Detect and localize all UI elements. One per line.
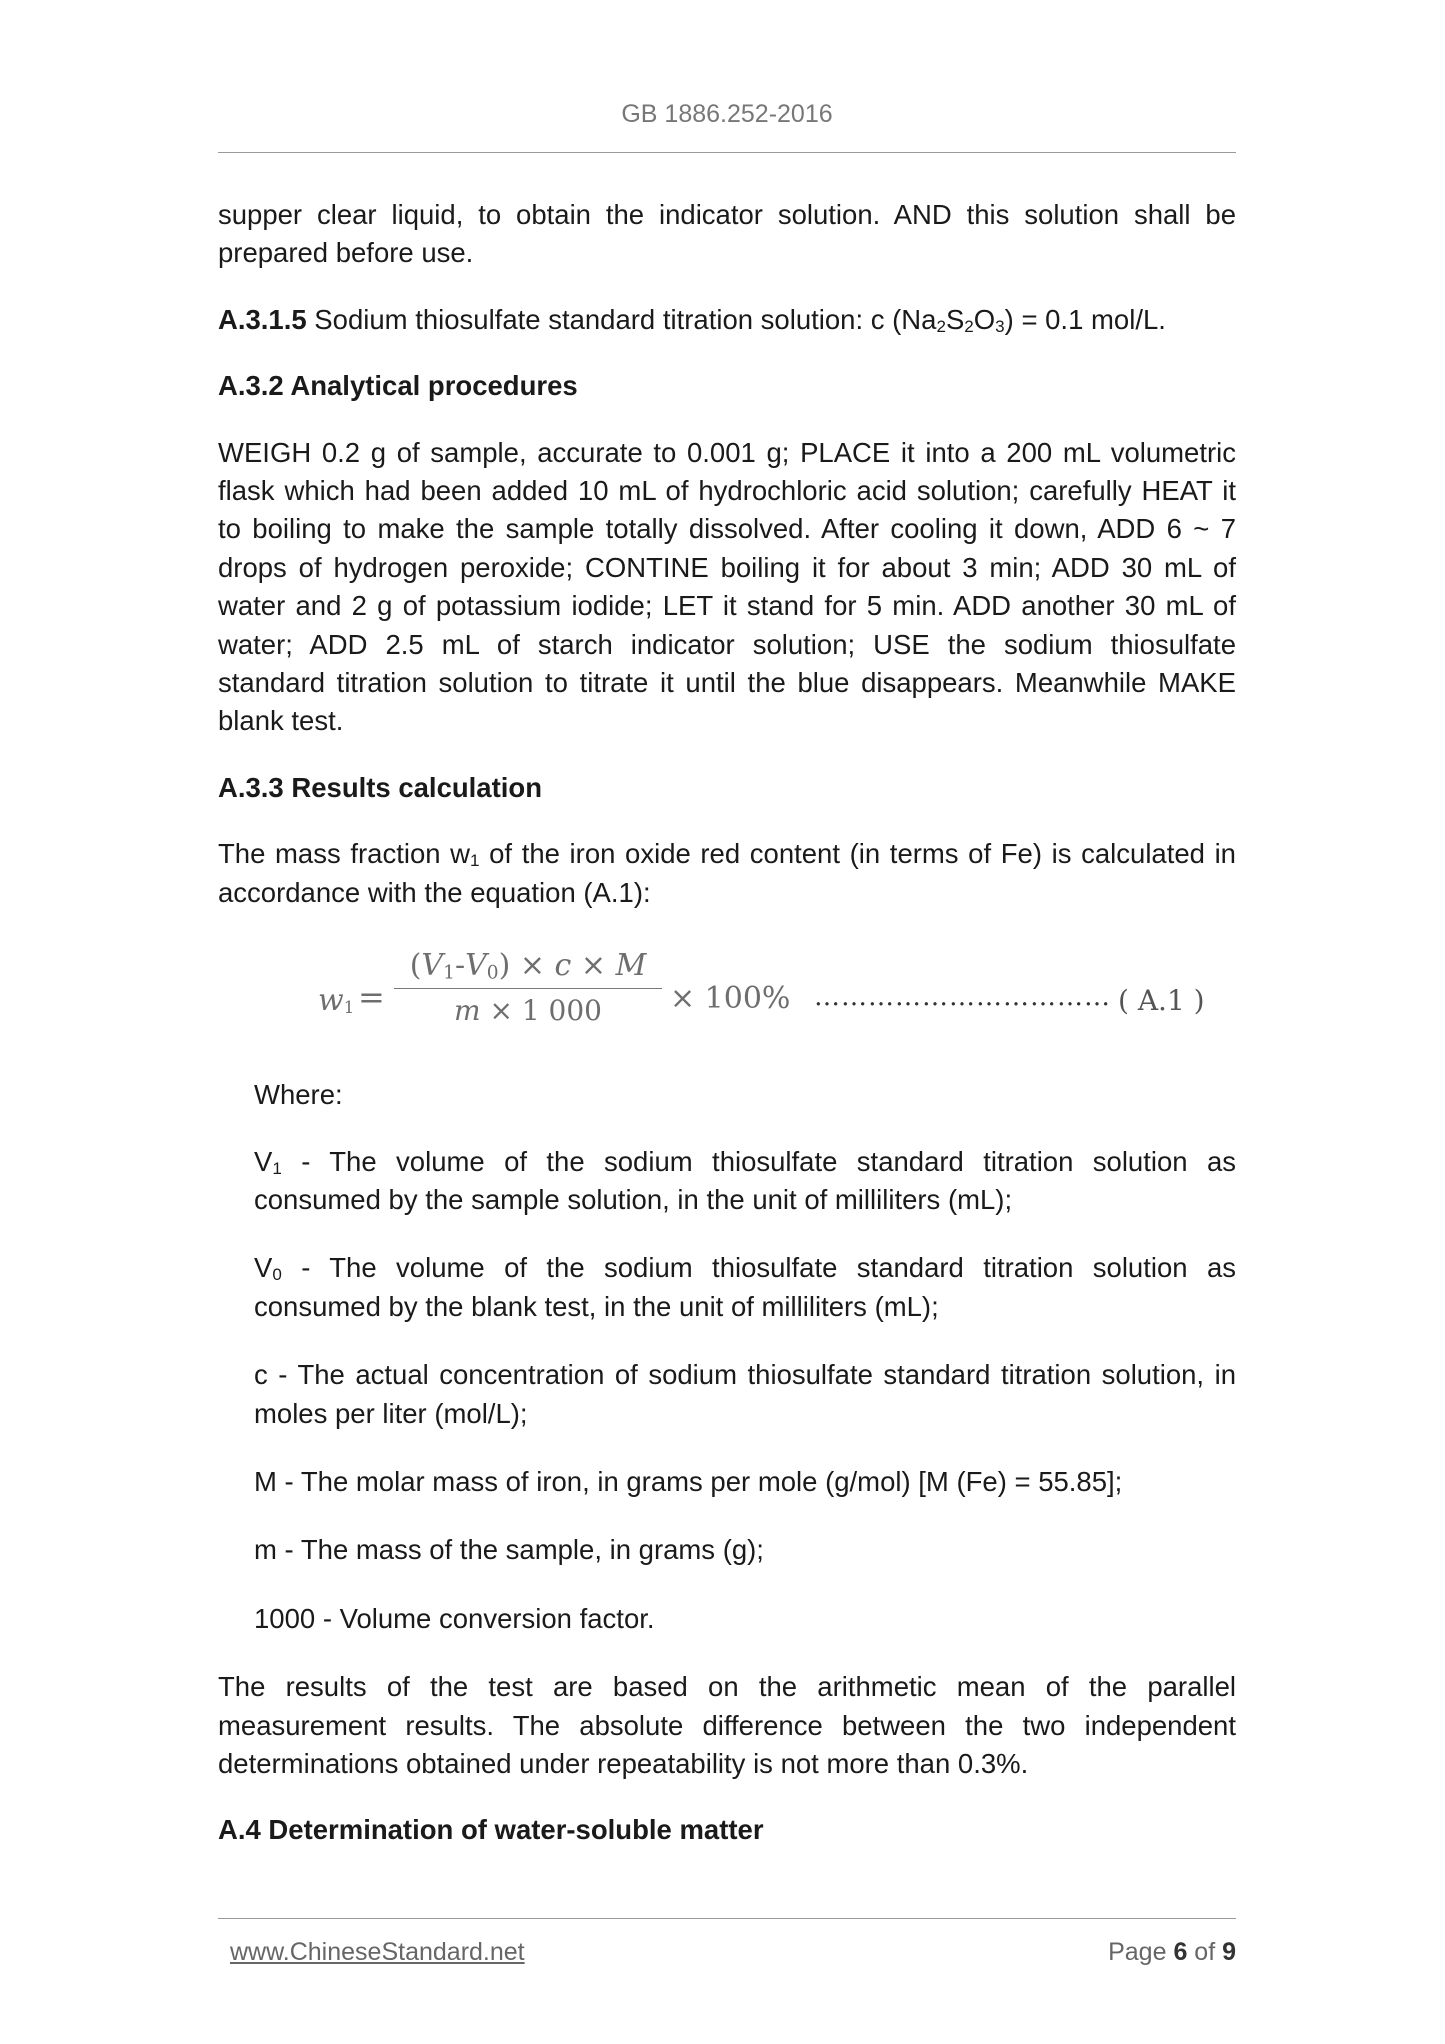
formula-times-1: ×: [510, 948, 555, 984]
paragraph-analytical-procedures: WEIGH 0.2 g of sample, accurate to 0.001 g; PLACE it into a 200 mL volumetric flask which had been added 10 mL of hydrochloric acid solution; carefully HEAT it to boiling to make the sample totally dissolved. After cooling it down, ADD 6 ~ 7 drops of hydrogen peroxide; CONTINE boiling it for about 3 min; ADD 30 mL of water and 2 g of potassium iodide; LET it stand for 5 min. ADD another 30 mL of water; ADD 2.5 mL of starch indicator solution; USE the sodium thiosulfate standard titration solution to titrate it until the blue disappears. Meanwhile MAKE blank test.: [218, 436, 1236, 737]
definition-symbol: V: [254, 1145, 273, 1177]
definition-v1: [218, 1143, 1236, 1220]
footer-website-link[interactable]: www.ChineseStandard.net: [230, 1938, 525, 1966]
definition-mass: [218, 1531, 1236, 1569]
definition-text: - The volume of the sodium thiosulfate standard titration solution as consumed by the sample solution, in the unit of milliliters (mL);: [254, 1145, 1236, 1215]
formula-v0-sub: 0: [486, 962, 499, 984]
clause-a315-sub1: 2: [936, 316, 946, 336]
formula-v1: V: [421, 948, 444, 984]
definition-symbol: V: [254, 1252, 273, 1284]
formula-fraction: [394, 946, 662, 1029]
definition-c: [218, 1356, 1236, 1433]
heading-a33: A.3.3 Results calculation: [218, 771, 542, 803]
formula-lhs: [318, 982, 354, 1020]
footer-divider: [218, 1918, 1236, 1919]
paragraph-results-statement: The results of the test are based on the arithmetic mean of the parallel measurement results. The absolute difference between the two independent determinations obtained under repeatability is not more than 0.3%.: [218, 1671, 1236, 1779]
definition-factor: [218, 1600, 1236, 1638]
formula-denominator: [394, 993, 662, 1029]
results-intro-sub: 1: [470, 851, 480, 871]
equation-a1: [218, 940, 1236, 1060]
formula-minus: -: [454, 948, 466, 984]
document-id-header: GB 1886.252-2016: [621, 100, 833, 128]
formula-molar-mass: M: [615, 948, 647, 984]
definition-molar-mass: [218, 1463, 1236, 1501]
paragraph-results-intro: [218, 835, 1236, 912]
clause-a315-sub3: 3: [995, 316, 1005, 336]
page-content: [218, 196, 1236, 1850]
definition-sub: 0: [272, 1265, 282, 1285]
page-of: of: [1187, 1938, 1223, 1966]
page-total: 9: [1222, 1938, 1236, 1966]
definition-symbol: c: [254, 1359, 268, 1391]
definition-sub: 1: [272, 1158, 282, 1178]
formula-den-rest: × 1 000: [480, 994, 602, 1028]
formula-multiplier: × 100%: [670, 981, 791, 1017]
clause-a315: [218, 301, 1236, 339]
formula-paren-open: (: [409, 948, 422, 984]
clause-a315-text-before: Sodium thiosulfate standard titration solution: c (Na: [306, 303, 937, 335]
where-label: Where:: [254, 1079, 343, 1111]
definition-text: - Volume conversion factor.: [315, 1602, 655, 1634]
header-divider: [218, 152, 1236, 153]
footer-page-number: [1108, 1938, 1236, 1967]
formula-c: c: [554, 948, 572, 984]
formula-leader-dots: ……………………………: [814, 982, 1111, 1013]
clause-a315-text-after: ) = 0.1 mol/L.: [1004, 303, 1166, 335]
results-intro-part1: The mass fraction w: [218, 838, 471, 870]
formula-lhs-sub: 1: [343, 998, 355, 1018]
formula-v0: V: [465, 948, 487, 984]
definition-text: - The actual concentration of sodium thiosulfate standard titration solution, in moles per liter (mol/L);: [254, 1359, 1236, 1429]
definition-v0: [218, 1249, 1236, 1326]
heading-a32: A.3.2 Analytical procedures: [218, 370, 578, 402]
clause-a315-number: A.3.1.5: [218, 303, 307, 335]
page-current: 6: [1173, 1938, 1188, 1966]
definition-text: - The molar mass of iron, in grams per mole (g/mol) [M (Fe) = 55.85];: [276, 1465, 1123, 1497]
paragraph-intro-continuation: supper clear liquid, to obtain the indicator solution. AND this solution shall be prepared before use.: [218, 199, 1236, 269]
formula-times-2: ×: [571, 948, 616, 984]
formula-numerator: [394, 946, 662, 986]
formula-equals: =: [358, 978, 385, 1017]
formula-den-m: m: [454, 994, 481, 1028]
formula-paren-close: ): [498, 948, 511, 984]
clause-a315-sub2: 2: [964, 316, 974, 336]
formula-lhs-symbol: w: [318, 983, 344, 1019]
formula-v1-sub: 1: [443, 962, 455, 984]
definition-symbol: 1000: [254, 1602, 316, 1634]
formula-equation-number: ( A.1 ): [1118, 984, 1205, 1018]
heading-a4: A.4 Determination of water-soluble matter: [218, 1814, 764, 1846]
definition-text: - The volume of the sodium thiosulfate standard titration solution as consumed by the blank test, in the unit of milliliters (mL);: [254, 1252, 1236, 1322]
clause-a315-s: S: [945, 303, 965, 335]
definition-symbol: m: [254, 1534, 277, 1566]
definition-text: - The mass of the sample, in grams (g);: [276, 1534, 764, 1566]
page-label: Page: [1108, 1938, 1174, 1966]
definition-symbol: M: [254, 1465, 277, 1497]
results-intro-part2: of the iron oxide red content (in terms of Fe) is calculated in accordance with the equation (A.1):: [218, 838, 1236, 908]
clause-a315-o: O: [973, 303, 996, 335]
formula-fraction-bar: [394, 988, 662, 989]
